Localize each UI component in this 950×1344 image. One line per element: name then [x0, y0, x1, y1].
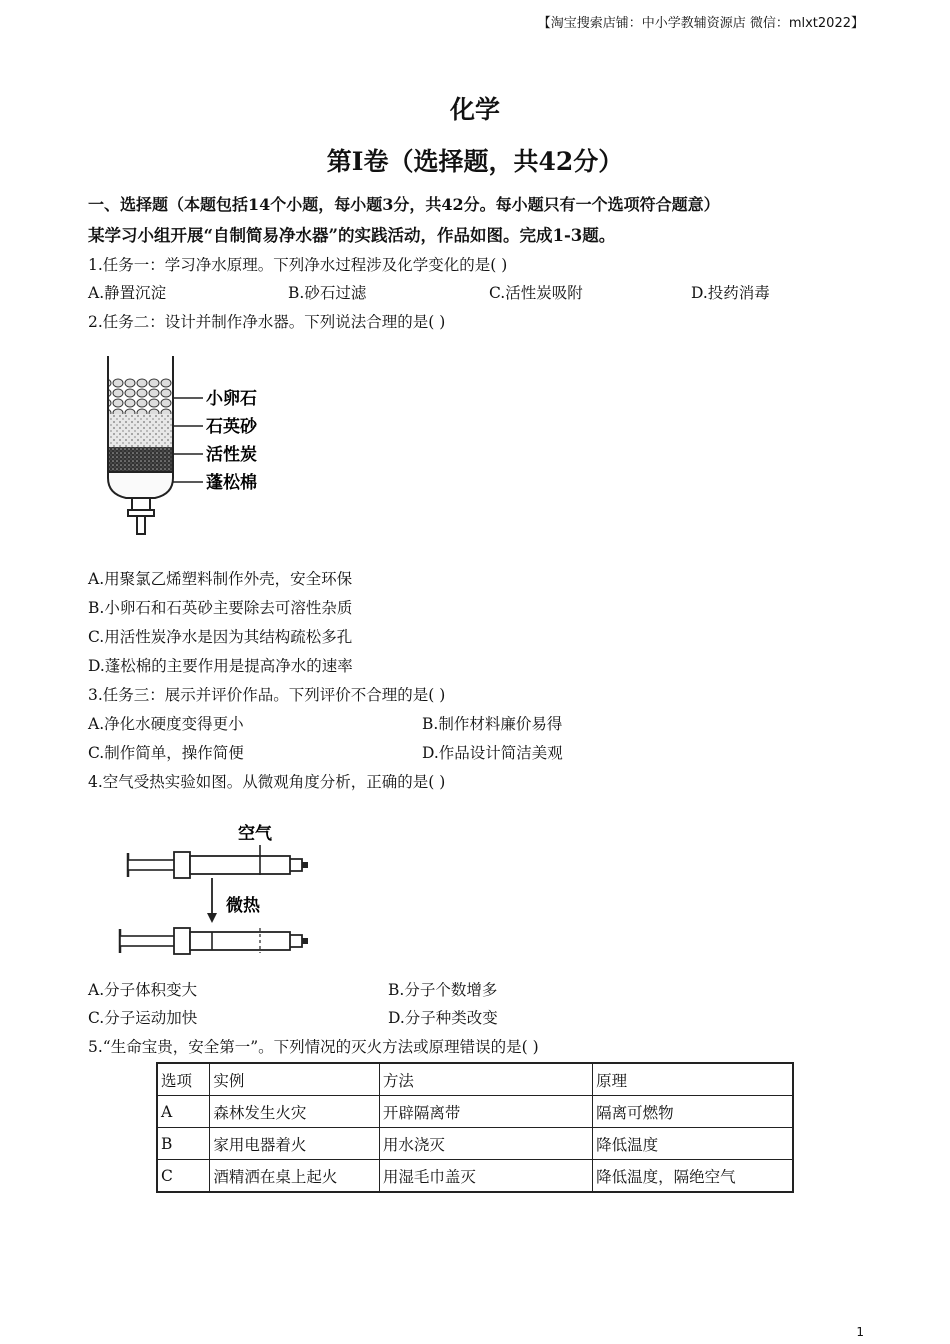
label-air: 空气 — [238, 824, 272, 844]
nozzle-bottom — [290, 935, 302, 947]
table-row — [157, 1096, 793, 1128]
seal-top — [302, 862, 308, 868]
q2-option-a: A.用聚氯乙烯塑料制作外壳，安全环保 — [88, 570, 353, 588]
table-cell: 隔离可燃物 — [593, 1096, 793, 1128]
question-5-stem: 5.“生命宝贵，安全第一”。下列情况的灭火方法或原理错误的是( ) — [88, 1038, 539, 1056]
nozzle-top — [290, 859, 302, 871]
q2-option-b: B.小卵石和石英砂主要除去可溶性杂质 — [88, 599, 353, 617]
label-activated-carbon: 活性炭 — [206, 445, 257, 465]
q3-option-c: C.制作简单，操作简便 — [88, 744, 244, 762]
header-note: 【淘宝搜索店铺：中小学教辅资源店 微信：mlxt2022】 — [537, 16, 864, 31]
air-heating-figure — [110, 815, 320, 960]
question-4-stem: 4.空气受热实验如图。从微观角度分析，正确的是( ) — [88, 773, 446, 791]
part-heading: 一、选择题（本题包括14个小题，每小题3分，共42分。每小题只有一个选项符合题意） — [88, 195, 720, 214]
page-title: 化学 — [449, 95, 500, 124]
question-2-stem: 2.任务二：设计并制作净水器。下列说法合理的是( ) — [88, 313, 446, 331]
table-row — [157, 1128, 793, 1160]
pebble-layer — [109, 378, 172, 414]
q1-option-c: C.活性炭吸附 — [489, 284, 583, 302]
table-cell: 森林发生火灾 — [210, 1096, 379, 1128]
table-header-cell: 选项 — [157, 1063, 210, 1096]
q3-option-a: A.净化水硬度变得更小 — [88, 715, 244, 733]
cotton-layer — [108, 472, 173, 498]
q4-option-a: A.分子体积变大 — [88, 981, 198, 999]
quartz-sand-layer — [109, 414, 172, 447]
table-cell: 降低温度，隔绝空气 — [593, 1160, 793, 1193]
table-cell: 降低温度 — [593, 1128, 793, 1160]
intro-text: 某学习小组开展“自制简易净水器”的实践活动，作品如图。完成1-3题。 — [88, 226, 616, 245]
table-row — [157, 1160, 793, 1193]
activated-carbon-layer — [109, 447, 172, 472]
label-pebble: 小卵石 — [206, 389, 257, 409]
q4-option-b: B.分子个数增多 — [388, 981, 498, 999]
label-heat: 微热 — [226, 896, 260, 916]
table-header-cell: 原理 — [593, 1063, 793, 1096]
table-header-cell: 方法 — [379, 1063, 592, 1096]
table-cell: B — [157, 1128, 210, 1160]
plunger-rod-bottom — [120, 936, 176, 946]
section-title: 第I卷（选择题，共42分） — [326, 147, 624, 176]
table-cell: 用水浇灭 — [379, 1128, 592, 1160]
barrel-flange-bottom — [174, 928, 190, 954]
barrel-bottom — [190, 932, 290, 950]
q3-option-b: B.制作材料廉价易得 — [422, 715, 563, 733]
q4-option-c: C.分子运动加快 — [88, 1009, 198, 1027]
question-1-stem: 1.任务一：学习净水原理。下列净水过程涉及化学变化的是( ) — [88, 256, 508, 274]
water-purifier-figure — [88, 348, 288, 543]
q2-option-c: C.用活性炭净水是因为其结构疏松多孔 — [88, 628, 353, 646]
table-cell: 开辟隔离带 — [379, 1096, 592, 1128]
seal-bottom — [302, 938, 308, 944]
table-cell: C — [157, 1160, 210, 1193]
label-cotton: 蓬松棉 — [206, 473, 257, 493]
purifier-outlet — [137, 516, 145, 534]
table-header-row — [157, 1063, 793, 1096]
q1-option-b: B.砂石过滤 — [288, 284, 367, 302]
q1-option-d: D.投药消毒 — [691, 284, 770, 302]
table-cell: 酒精洒在桌上起火 — [210, 1160, 379, 1193]
barrel-flange-top — [174, 852, 190, 878]
table-cell: 家用电器着火 — [210, 1128, 379, 1160]
q1-option-a: A.静置沉淀 — [88, 284, 167, 302]
q3-option-d: D.作品设计简洁美观 — [422, 744, 563, 762]
barrel-top — [190, 856, 290, 874]
table-cell: A — [157, 1096, 210, 1128]
table-cell: 用湿毛巾盖灭 — [379, 1160, 592, 1193]
table-header-cell: 实例 — [210, 1063, 379, 1096]
label-quartz-sand: 石英砂 — [206, 417, 257, 437]
page-number: 1 — [856, 1325, 864, 1339]
plunger-rod-top — [128, 860, 176, 870]
fire-methods-table — [156, 1062, 794, 1193]
q2-option-d: D.蓬松棉的主要作用是提高净水的速率 — [88, 657, 353, 675]
q4-option-d: D.分子种类改变 — [388, 1009, 498, 1027]
question-3-stem: 3.任务三：展示并评价作品。下列评价不合理的是( ) — [88, 686, 446, 704]
down-arrow-head — [207, 913, 217, 923]
